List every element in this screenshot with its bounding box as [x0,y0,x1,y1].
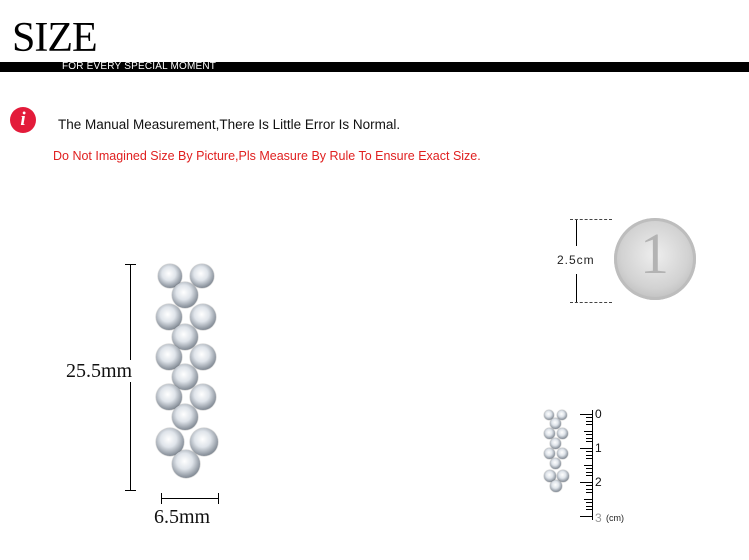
ruler-mark-0: 0 [595,407,602,421]
ruler-mark-2: 2 [595,475,602,489]
ruler-mark-3: 3 [595,511,602,525]
height-dimension-cap-top [125,264,136,265]
coin-dimension-line-top [576,220,577,246]
earring-with-ruler-image [540,408,580,508]
ruler [578,410,594,522]
height-label: 25.5mm [66,360,133,382]
earring-image [150,258,230,498]
coin-diameter-label: 2.5cm [557,253,595,267]
tagline: FOR EVERY SPECIAL MOMENT [62,61,217,72]
height-dimension-cap-bottom [125,490,136,491]
coin-face-value: 1 [640,221,669,286]
ruler-mark-1: 1 [595,441,602,455]
width-dimension-cap-right [218,493,219,504]
ruler-unit-label: (cm) [606,513,624,523]
coin-dimension-line-bottom [576,274,577,302]
info-icon: i [10,107,36,133]
width-dimension-line [161,498,219,499]
warning-note: Do Not Imagined Size By Picture,Pls Measure By Rule To Ensure Exact Size. [53,149,481,163]
coin-bottom-guide [570,302,612,303]
width-label: 6.5mm [154,506,211,528]
width-dimension-cap-left [161,493,162,504]
measurement-note: The Manual Measurement,There Is Little Error Is Normal. [58,117,401,132]
page-title: SIZE [12,15,97,61]
